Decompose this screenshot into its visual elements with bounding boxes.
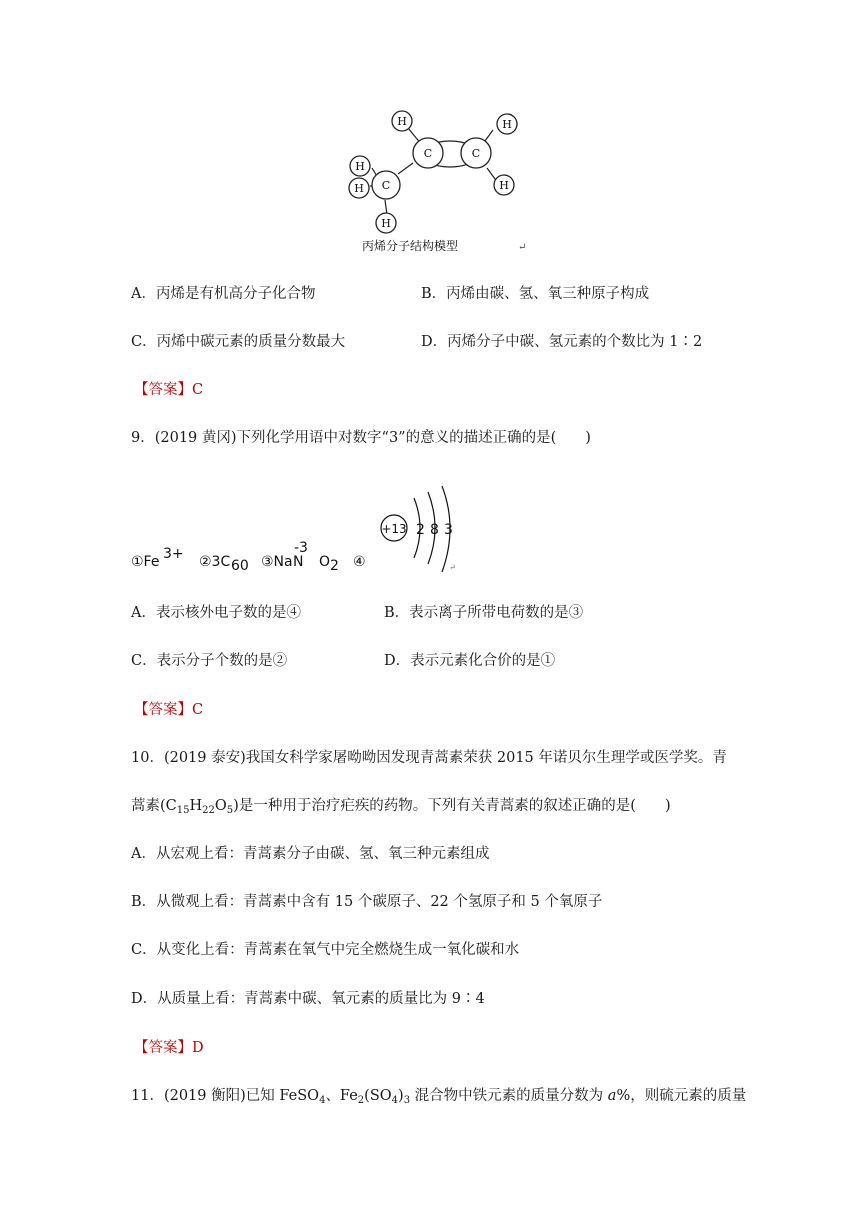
q9-option-d: D．表示元素化合价的是①	[384, 653, 556, 669]
svg-text:60: 60	[231, 558, 249, 574]
svg-text:④: ④	[353, 554, 366, 570]
return-mark: ↵	[518, 242, 527, 253]
svg-text:3+: 3+	[163, 546, 184, 562]
q9-stem: 9．(2019 黄冈)下列化学用语中对数字“3”的意义的描述正确的是( )	[131, 430, 591, 446]
svg-text:H: H	[381, 217, 391, 230]
q8-option-a: A．丙烯是有机高分子化合物	[131, 286, 316, 302]
svg-text:③Na: ③Na	[261, 554, 293, 570]
svg-text:①Fe: ①Fe	[131, 554, 160, 570]
q8-answer: 【答案】C	[134, 382, 204, 398]
q9-option-c: C．表示分子个数的是②	[131, 653, 288, 669]
q9-answer: 【答案】C	[134, 702, 204, 718]
q10-answer: 【答案】D	[134, 1040, 204, 1056]
q10-stem-line1: 10．(2019 泰安)我国女科学家屠呦呦因发现青蒿素荣获 2015 年诺贝尔生理学或医学奖。青	[131, 750, 727, 766]
svg-text:2: 2	[416, 522, 425, 538]
svg-text:3: 3	[444, 522, 453, 538]
svg-text:2: 2	[330, 558, 339, 574]
q10-option-a: A．从宏观上看：青蒿素分子由碳、氢、氧三种元素组成	[131, 846, 490, 862]
q10-stem-line2: 蒿素$(C_{15}H_{22}O_5)$是一种用于治疗疟疾的药物。下列有关青蒿素的叙述正确的是( )	[131, 798, 671, 816]
svg-text:H: H	[355, 160, 365, 173]
svg-text:O: O	[319, 554, 331, 570]
svg-text:H: H	[397, 115, 407, 128]
q8-option-d: D．丙烯分子中碳、氢元素的个数比为 1∶2	[421, 334, 703, 350]
svg-text:↵: ↵	[449, 563, 456, 572]
svg-text:+13: +13	[381, 522, 407, 536]
q8-option-b: B．丙烯由碳、氢、氧三种原子构成	[421, 286, 650, 302]
q10-option-c: C．从变化上看：青蒿素在氧气中完全燃烧生成一氧化碳和水	[131, 942, 520, 958]
svg-text:②3C: ②3C	[199, 554, 231, 570]
q11-stem: 11．(2019 衡阳)已知 FeSO$_4$、$Fe_2(SO_4)_3$ 混合物中铁元素的质量分数为 a%，则硫元素的质量	[131, 1088, 747, 1106]
q9-option-a: A．表示核外电子数的是④	[131, 605, 301, 621]
svg-text:8: 8	[430, 522, 439, 538]
svg-text:-3: -3	[294, 540, 308, 556]
atomic-structure-diagram	[381, 486, 456, 572]
q10-option-d: D．从质量上看：青蒿素中碳、氧元素的质量比为 9∶4	[131, 991, 485, 1007]
q8-option-c: C．丙烯中碳元素的质量分数最大	[131, 334, 346, 350]
q10-option-b: B．从微观上看：青蒿素中含有 15 个碳原子、22 个氢原子和 5 个氧原子	[131, 894, 603, 910]
svg-text:C: C	[471, 147, 481, 160]
svg-text:H: H	[499, 179, 509, 192]
propylene-structure-figure	[340, 100, 530, 260]
q9-option-b: B．表示离子所带电荷数的是③	[384, 605, 584, 621]
svg-text:H: H	[354, 182, 364, 195]
figure-caption: 丙烯分子结构模型	[362, 239, 459, 253]
svg-text:N: N	[293, 554, 304, 570]
svg-text:H: H	[502, 118, 512, 131]
svg-text:C: C	[423, 147, 433, 160]
svg-text:C: C	[381, 179, 391, 192]
q9-chemical-symbols	[131, 484, 461, 584]
